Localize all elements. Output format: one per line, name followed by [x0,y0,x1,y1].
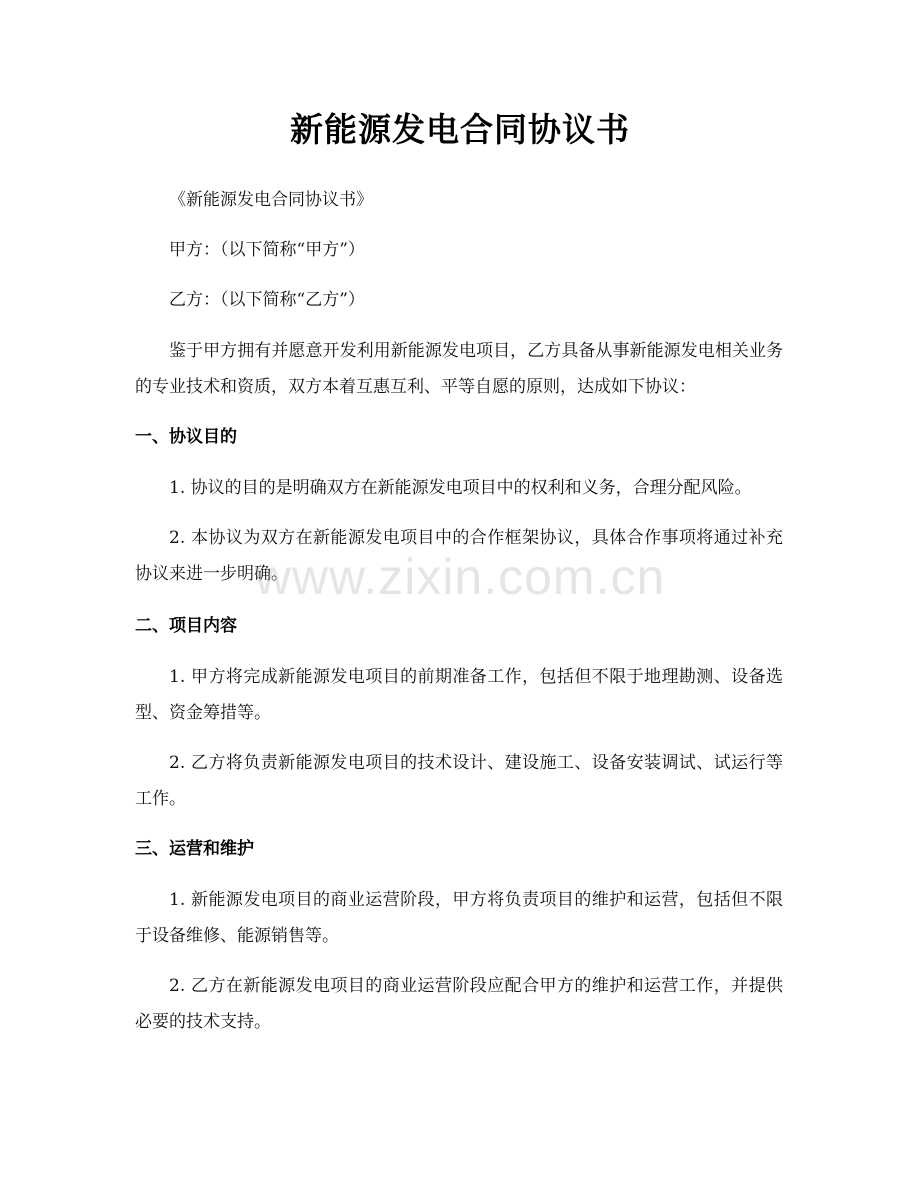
section-item: 2. 本协议为双方在新能源发电项目中的合作框架协议，具体合作事项将通过补充协议来进一步明确。 [135,528,783,584]
section-heading: 一、协议目的 [135,427,237,447]
section-item: 1. 新能源发电项目的商业运营阶段，甲方将负责项目的维护和运营，包括但不限于设备维修、能源销售等。 [135,890,783,946]
section-heading: 二、项目内容 [135,616,237,636]
watermark-text: www.zixin.com.cn [254,549,666,605]
section-heading: 三、运营和维护 [135,839,254,859]
document-title: 新能源发电合同协议书 [290,110,630,149]
preamble-paragraph: 鉴于甲方拥有并愿意开发利用新能源发电项目，乙方具备从事新能源发电相关业务的专业技术和资质，双方本着互惠互利、平等自愿的原则，达成如下协议： [135,341,783,397]
party-a-line: 甲方：（以下简称“甲方”） [169,240,365,260]
section-item: 2. 乙方在新能源发电项目的商业运营阶段应配合甲方的维护和运营工作，并提供必要的技术支持。 [135,976,783,1032]
section-item: 1. 协议的目的是明确双方在新能源发电项目中的权利和义务，合理分配风险。 [169,478,752,498]
section-item: 2. 乙方将负责新能源发电项目的技术设计、建设施工、设备安装调试、试运行等工作。 [135,753,783,809]
party-b-line: 乙方：（以下简称“乙方”） [169,290,365,310]
document-subtitle: 《新能源发电合同协议书》 [169,190,373,210]
section-item: 1. 甲方将完成新能源发电项目的前期准备工作，包括但不限于地理勘测、设备选型、资金筹措等。 [135,667,783,723]
